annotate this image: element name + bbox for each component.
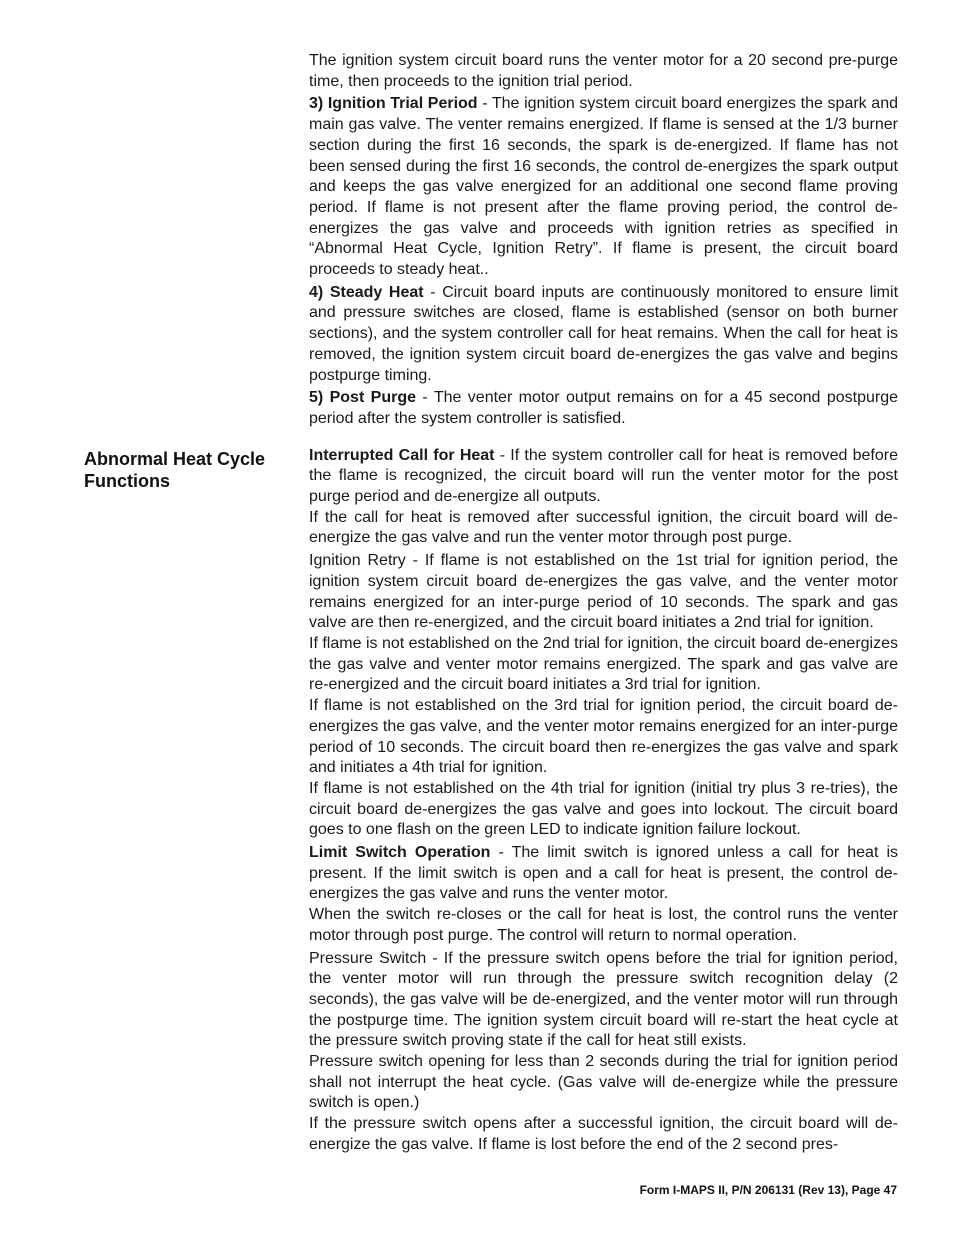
run-in-heading: 4) Steady Heat — [309, 283, 424, 301]
paragraph-steady-heat — [309, 283, 898, 387]
paragraph-pressure-switch-after-ignition: If the pressure switch opens after a successful ignition, the circuit board will de-energize the gas valve. If flame is lost before the end of the 2 second pres- — [309, 1115, 898, 1153]
paragraph-interrupted-call-for-heat — [309, 446, 898, 508]
paragraph-pressure-switch: Pressure Switch - If the pressure switch opens before the trial for ignition period, the venter motor will run through the pressure switch recognition delay (2 seconds), the gas valve will be de-energized, and the venter motor will run through the postpurge time. The ignition system circuit board will re-start the heat cycle at the pressure switch proving state if the call for heat still exists. — [309, 949, 898, 1050]
run-in-heading: Limit Switch Operation — [309, 844, 491, 862]
paragraph-ignition-retry: Ignition Retry - If flame is not established on the 1st trial for ignition period, the ignition system circuit board de-energizes the gas valve, and the venter motor remains energized for an inter-purge period of 10 seconds. The spark and gas valve are then re-energized, and the circuit board initiates a 2nd trial for ignition. — [309, 552, 898, 632]
section-heading-abnormal-heat-cycle: Abnormal Heat Cycle Functions — [84, 449, 266, 491]
paragraph-switch-recloses: When the switch re-closes or the call for heat is lost, the control runs the venter motor through post purge. The control will return to normal operation. — [309, 906, 898, 944]
paragraph-text: - If the system controller call for heat is removed before the flame is recognized, the circuit board will run the venter motor for the post purge period and de-energize all outputs. — [309, 446, 898, 506]
paragraph-text: - The limit switch is ignored unless a call for heat is present. If the limit switch is open and a call for heat is present, the control de-energizes the gas valve and runs the venter motor. — [309, 844, 899, 903]
paragraph-ignition-trial-period — [309, 94, 898, 280]
paragraph-second-trial: If flame is not established on the 2nd trial for ignition, the circuit board de-energizes the gas valve and venter motor remains energized. The spark and gas valve are re-energized and the circuit board initiates a 3rd trial for ignition. — [309, 634, 898, 694]
page-footer: Form I-MAPS II, P/N 206131 (Rev 13), Page 47 — [639, 1183, 897, 1197]
paragraph-text: - The venter motor output remains on for a 45 second postpurge period after the system controller is satisfied. — [309, 389, 898, 427]
paragraph-prepurge: The ignition system circuit board runs the venter motor for a 20 second pre-purge time, then proceeds to the ignition trial period. — [309, 52, 898, 90]
run-in-heading: 3) Ignition Trial Period — [309, 95, 478, 113]
paragraph-call-removed-after-ignition: If the call for heat is removed after successful ignition, the circuit board will de-energize the gas valve and run the venter motor through post purge. — [309, 508, 898, 547]
paragraph-text: - The ignition system circuit board energizes the spark and main gas valve. The venter remains energized. If flame is sensed at the 1/3 burner section during the first 16 seconds, the spark is de-energized. If flame has not been sensed during the first 16 seconds, the control de-energizes the spark output and keeps the gas valve energized for an additional one second flame proving period. If flame is not present after the flame proving period, the control de-energizes the gas valve and proceeds with ignition retries as specified in “Abnormal Heat Cycle, Ignition Retry”. If flame is present, the circuit board proceeds to steady heat.. — [309, 95, 899, 279]
run-in-heading: 5) Post Purge — [309, 389, 417, 407]
paragraph-pressure-switch-short-open: Pressure switch opening for less than 2 seconds during the trial for ignition period shall not interrupt the heat cycle. (Gas valve will de-energize while the pressure switch is open.) — [309, 1053, 898, 1112]
paragraph-fourth-trial: If flame is not established on the 4th trial for ignition (initial try plus 3 re-tries), the circuit board de-energizes the gas valve and goes into lockout. The circuit board goes to one flash on the green LED to indicate ignition failure lockout. — [309, 779, 898, 839]
paragraph-text: - Circuit board inputs are continuously monitored to ensure limit and pressure switches are closed, flame is established (sensor on both burner sections), and the system controller call for heat remains. When the call for heat is removed, the ignition system circuit board de-energizes the gas valve and begins postpurge timing. — [309, 283, 899, 384]
paragraph-third-trial: If flame is not established on the 3rd trial for ignition period, the circuit board de-energizes the gas valve, and the venter motor remains energized for an inter-purge period of 10 seconds. The circuit board then re-energizes the gas valve and spark and initiates a 4th trial for ignition. — [309, 697, 898, 777]
run-in-heading: Interrupted Call for Heat — [309, 446, 495, 464]
paragraph-post-purge — [309, 388, 898, 429]
body-text-column — [309, 51, 898, 1156]
paragraph-limit-switch-operation — [309, 843, 898, 905]
